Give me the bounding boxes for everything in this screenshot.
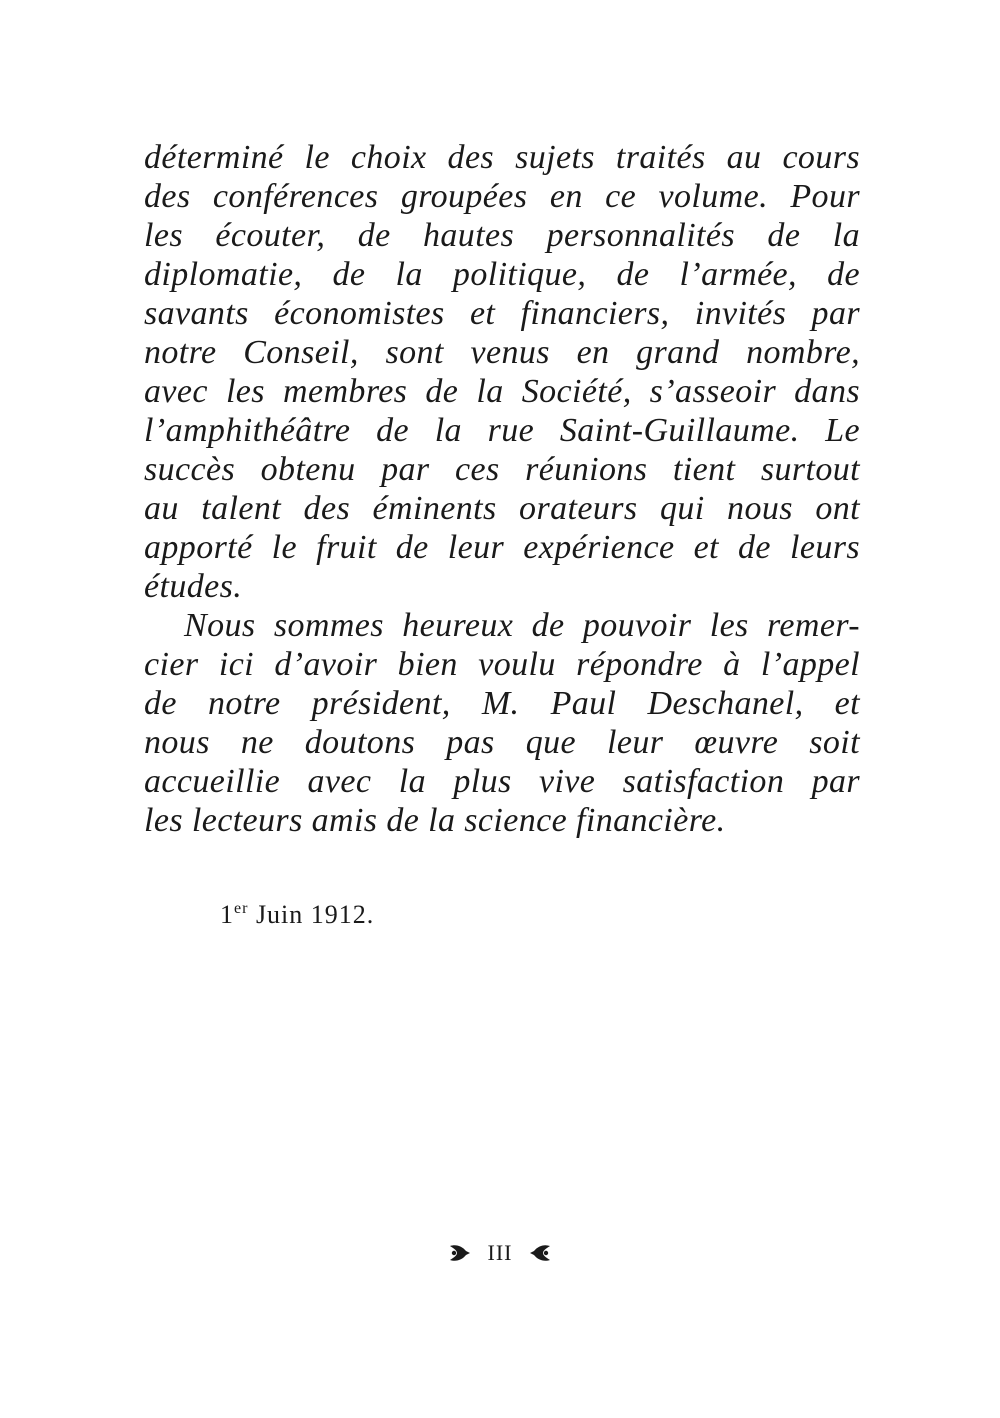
fleuron-icon xyxy=(528,1242,552,1264)
text-line: avec les membres de la Société, s’asseoir dans xyxy=(144,373,860,410)
text-line: savants économistes et financiers, invités par xyxy=(144,295,860,332)
text-line: les écouter, de hautes personnalités de la xyxy=(144,217,860,254)
text-line: notre Conseil, sont venus en grand nombre, xyxy=(144,334,860,371)
text-line: accueillie avec la plus vive satisfaction par xyxy=(144,763,860,800)
date-rest: Juin 1912. xyxy=(255,900,375,929)
text-line: nous ne doutons pas que leur œuvre soit xyxy=(144,724,860,761)
text-line: diplomatie, de la politique, de l’armée, de xyxy=(144,256,860,293)
text-line: les lecteurs amis de la science financière. xyxy=(144,802,726,839)
body-text xyxy=(144,138,860,840)
text-line: succès obtenu par ces réunions tient surtout xyxy=(144,451,860,488)
date-ordinal: er xyxy=(234,900,249,917)
text-line: études. xyxy=(144,568,243,605)
text-line: l’amphithéâtre de la rue Saint-Guillaume. Le xyxy=(144,412,860,449)
date-day: 1 xyxy=(220,900,234,929)
page-folio xyxy=(448,1238,552,1268)
text-line: des conférences groupées en ce volume. Pour xyxy=(144,178,860,215)
text-line: cier ici d’avoir bien voulu répondre à l’appel xyxy=(144,646,860,683)
page-number: III xyxy=(487,1240,513,1265)
text-line: au talent des éminents orateurs qui nous ont xyxy=(144,490,860,527)
text-line: apporté le fruit de leur expérience et de leurs xyxy=(144,529,860,566)
text-line: déterminé le choix des sujets traités au cours xyxy=(144,139,860,176)
date-line xyxy=(220,900,374,930)
fleuron-icon xyxy=(448,1242,472,1264)
text-line: Nous sommes heureux de pouvoir les remer- xyxy=(184,607,860,644)
text-line: de notre président, M. Paul Deschanel, et xyxy=(144,685,860,722)
